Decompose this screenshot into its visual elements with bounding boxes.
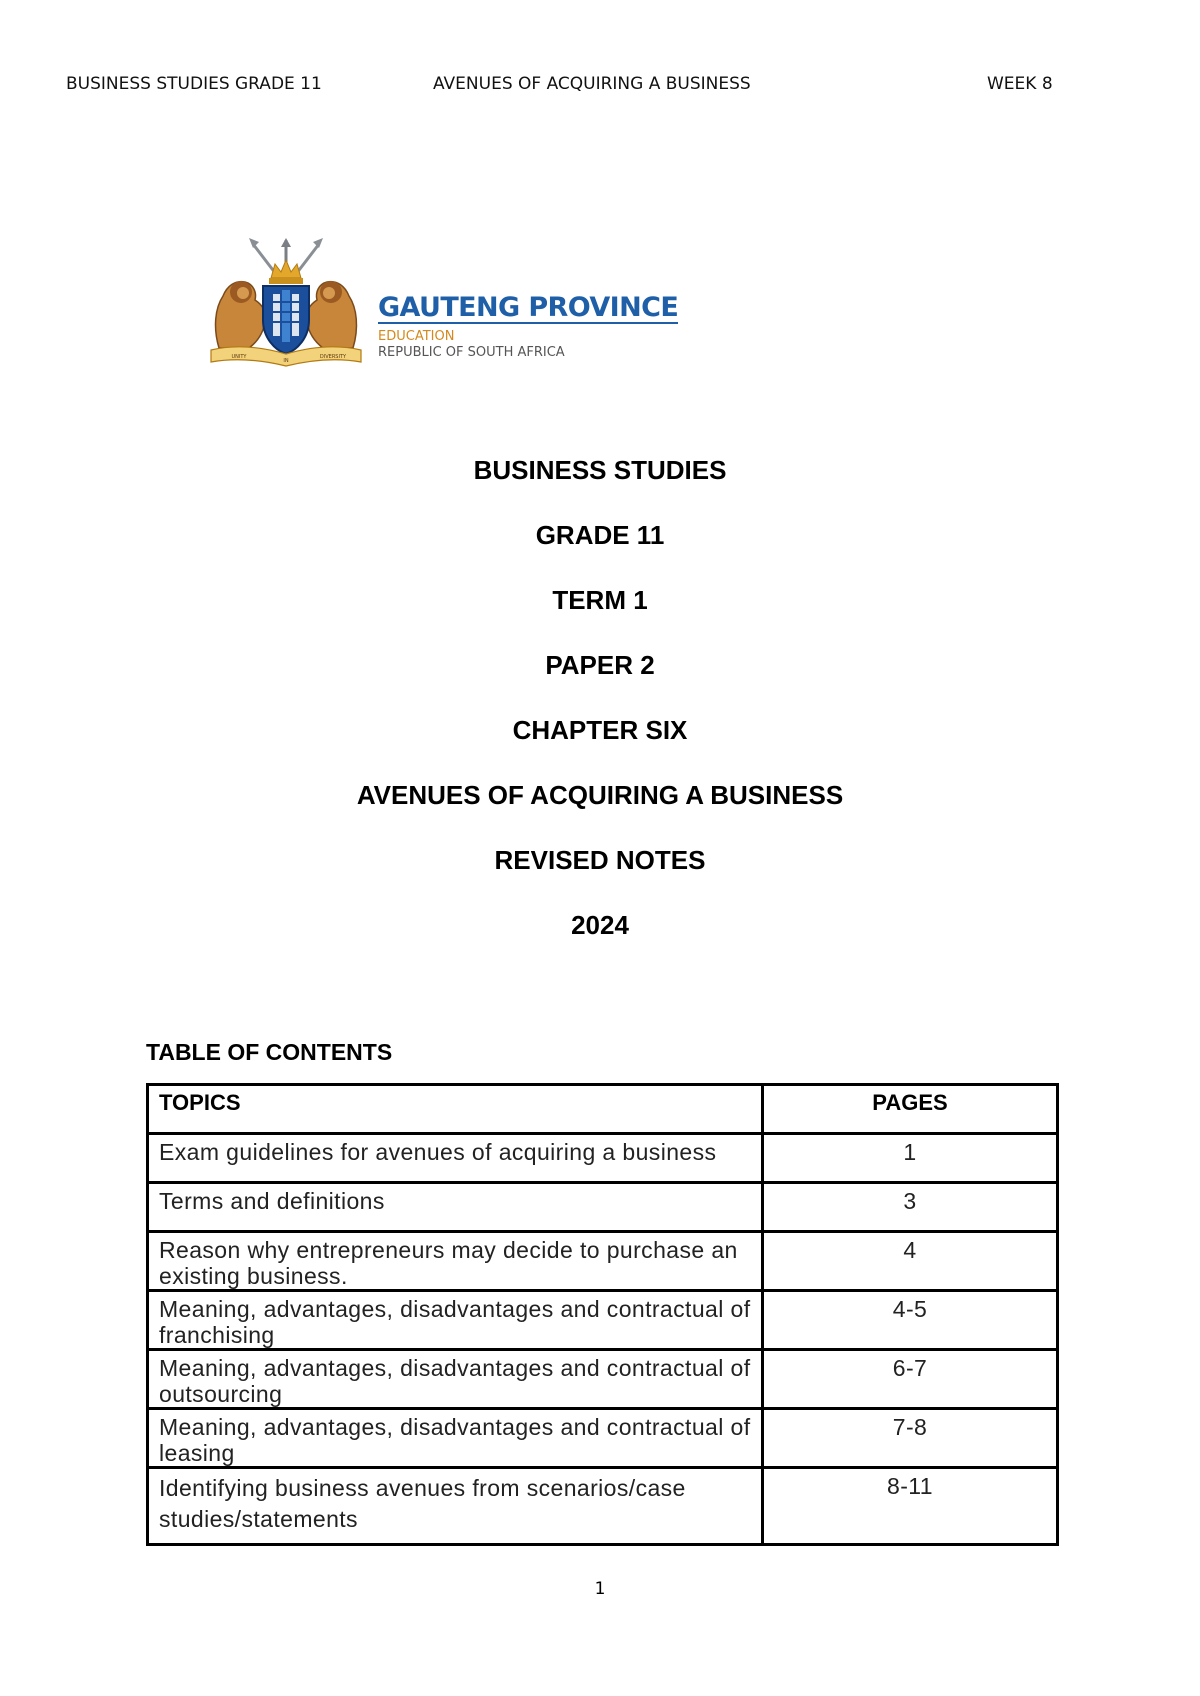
toc-topic: Meaning, advantages, disadvantages and contractual of leasing <box>148 1409 763 1468</box>
logo-country: REPUBLIC OF SOUTH AFRICA <box>378 345 565 360</box>
table-row <box>148 1291 1058 1350</box>
toc-header-pages: PAGES <box>763 1085 1058 1134</box>
svg-text:UNITY: UNITY <box>231 354 247 360</box>
toc-topic: Reason why entrepreneurs may decide to purchase an existing business. <box>148 1232 763 1291</box>
table-row <box>148 1134 1058 1183</box>
cover-titles <box>0 455 1200 975</box>
title-subject: BUSINESS STUDIES <box>473 455 727 485</box>
toc-pages: 4-5 <box>763 1291 1058 1350</box>
coat-of-arms-icon <box>205 238 367 368</box>
toc-header-row <box>148 1085 1058 1134</box>
toc-topic: Terms and definitions <box>148 1183 763 1232</box>
toc-pages: 8-11 <box>763 1468 1058 1545</box>
page-number: 1 <box>594 1579 606 1599</box>
table-row <box>148 1232 1058 1291</box>
svg-text:DIVERSITY: DIVERSITY <box>319 354 347 360</box>
toc-topic: Identifying business avenues from scenarios/case studies/statements <box>148 1468 763 1545</box>
title-year: 2024 <box>571 910 629 940</box>
table-row <box>148 1468 1058 1545</box>
title-paper: PAPER 2 <box>545 650 655 680</box>
header-subject: BUSINESS STUDIES GRADE 11 <box>66 74 322 94</box>
header-week: WEEK 8 <box>987 74 1053 94</box>
toc-pages: 4 <box>763 1232 1058 1291</box>
table-of-contents <box>146 1083 1059 1546</box>
title-notes: REVISED NOTES <box>494 845 706 875</box>
table-row <box>148 1409 1058 1468</box>
svg-text:IN: IN <box>283 358 289 364</box>
table-row <box>148 1350 1058 1409</box>
title-topic: AVENUES OF ACQUIRING A BUSINESS <box>356 780 844 810</box>
logo-subtitle: EDUCATION <box>378 329 455 344</box>
title-grade: GRADE 11 <box>535 520 665 550</box>
toc-heading: TABLE OF CONTENTS <box>146 1039 393 1065</box>
running-header <box>0 74 1200 98</box>
gauteng-logo <box>205 238 679 368</box>
toc-topic: Meaning, advantages, disadvantages and contractual of outsourcing <box>148 1350 763 1409</box>
toc-pages: 3 <box>763 1183 1058 1232</box>
title-term: TERM 1 <box>552 585 648 615</box>
toc-pages: 1 <box>763 1134 1058 1183</box>
toc-header-topics: TOPICS <box>148 1085 763 1134</box>
toc-topic: Meaning, advantages, disadvantages and contractual of franchising <box>148 1291 763 1350</box>
table-row <box>148 1183 1058 1232</box>
toc-topic: Exam guidelines for avenues of acquiring a business <box>148 1134 763 1183</box>
logo-title: GAUTENG PROVINCE <box>378 292 679 323</box>
title-chapter: CHAPTER SIX <box>512 715 688 745</box>
toc-pages: 7-8 <box>763 1409 1058 1468</box>
logo-text <box>378 294 678 359</box>
toc-pages: 6-7 <box>763 1350 1058 1409</box>
header-topic: AVENUES OF ACQUIRING A BUSINESS <box>433 74 751 94</box>
